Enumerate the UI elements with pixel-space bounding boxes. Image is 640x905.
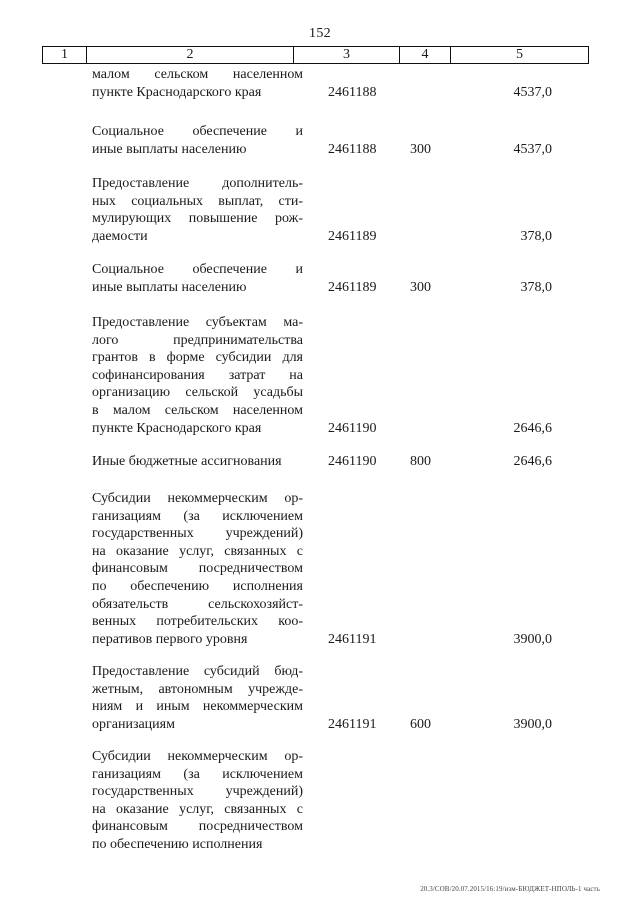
row-description (92, 748, 303, 854)
row-description-line: организацию сельской усадьбы (92, 385, 303, 401)
row-description (92, 490, 303, 648)
row-amount: 2646,6 (513, 454, 552, 469)
row-description-line: в малом сельском населенном (92, 402, 303, 418)
column-header-5: 5 (451, 47, 589, 64)
row-description-line: Социальное обеспечение и (92, 124, 303, 139)
row-description-line: пункте Краснодарского края (92, 420, 262, 436)
row-description-line: Социальное обеспечение и (92, 262, 303, 277)
row-code: 2461191 (328, 716, 377, 732)
row-description-line: финансовым посредничеством (92, 819, 303, 835)
row-description-line: перативов первого уровня (92, 631, 248, 647)
row-description-line: ниям и иным некоммерческим (92, 699, 303, 715)
row-code: 2461191 (328, 631, 377, 647)
row-description-line: по обеспечению исполнения (92, 578, 303, 594)
row-description-line: грантов в форме субсидии для (92, 350, 303, 366)
column-header-table (42, 46, 589, 64)
column-header-1: 1 (43, 47, 87, 64)
row-expense-type: 600 (410, 716, 431, 732)
row-code: 2461189 (328, 228, 377, 244)
row-description-line: Предоставление субъектам ма- (92, 315, 303, 330)
row-amount: 3900,0 (513, 716, 552, 732)
row-description-line: жетным, автономным учрежде- (92, 681, 303, 697)
row-description-line: государственных учреждений) (92, 526, 303, 542)
column-header-2: 2 (87, 47, 294, 64)
row-description-line: софинансирования затрат на (92, 367, 303, 383)
row-code: 2461188 (328, 141, 377, 157)
row-description (92, 261, 303, 296)
row-description-line: иные выплаты населению (92, 141, 247, 157)
row-description (92, 123, 303, 158)
row-description-line: малом сельском населенном (92, 67, 303, 82)
row-description (92, 314, 303, 437)
row-amount: 378,0 (520, 228, 552, 244)
column-header-4: 4 (400, 47, 451, 64)
row-description-line: обязательств сельскохозяйст- (92, 596, 303, 612)
footer-stamp: 20.3/СОВ/20.07.2015/16:19/изм-БЮДЖЕТ-НПОЛЬ-1 часть (420, 885, 600, 893)
row-description-line: Предоставление дополнитель- (92, 176, 303, 191)
row-amount: 378,0 (520, 279, 552, 295)
row-description (92, 453, 303, 471)
row-description-line: Субсидии некоммерческим ор- (92, 491, 303, 506)
row-description-line: даемости (92, 228, 148, 244)
row-code: 2461190 (328, 454, 377, 469)
row-description-line: Предоставление субсидий бюд- (92, 664, 303, 679)
row-description-line: ных социальных выплат, сти- (92, 193, 303, 209)
row-description-line: организациям (92, 716, 175, 732)
row-description (92, 663, 303, 733)
row-description-line: на оказание услуг, связанных с (92, 801, 303, 817)
row-description-line: на оказание услуг, связанных с (92, 543, 303, 559)
row-expense-type: 800 (410, 454, 431, 469)
row-amount: 2646,6 (513, 420, 552, 436)
row-amount: 3900,0 (513, 631, 552, 647)
row-description-line: пункте Краснодарского края (92, 84, 262, 100)
row-description-line: государственных учреждений) (92, 784, 303, 800)
row-description (92, 175, 303, 245)
row-description-line: Иные бюджетные ассигнования (92, 454, 282, 469)
row-description-line: Субсидии некоммерческим ор- (92, 749, 303, 764)
row-description-line: иные выплаты населению (92, 279, 247, 295)
row-description-line: венных потребительских коо- (92, 614, 303, 630)
row-description-line: ганизациям (за исключением (92, 508, 303, 524)
row-code: 2461190 (328, 420, 377, 436)
row-description-line: финансовым посредничеством (92, 561, 303, 577)
row-description-line: по обеспечению исполнения (92, 836, 263, 852)
row-amount: 4537,0 (513, 141, 552, 157)
row-expense-type: 300 (410, 279, 431, 295)
row-expense-type: 300 (410, 141, 431, 157)
page-number: 152 (309, 26, 331, 41)
row-description-line: мулирующих повышение рож- (92, 211, 303, 227)
row-amount: 4537,0 (513, 84, 552, 100)
row-code: 2461188 (328, 84, 377, 100)
row-description-line: лого предпринимательства (92, 332, 303, 348)
row-description-line: ганизациям (за исключением (92, 766, 303, 782)
row-description (92, 66, 303, 101)
row-code: 2461189 (328, 279, 377, 295)
column-header-3: 3 (294, 47, 400, 64)
